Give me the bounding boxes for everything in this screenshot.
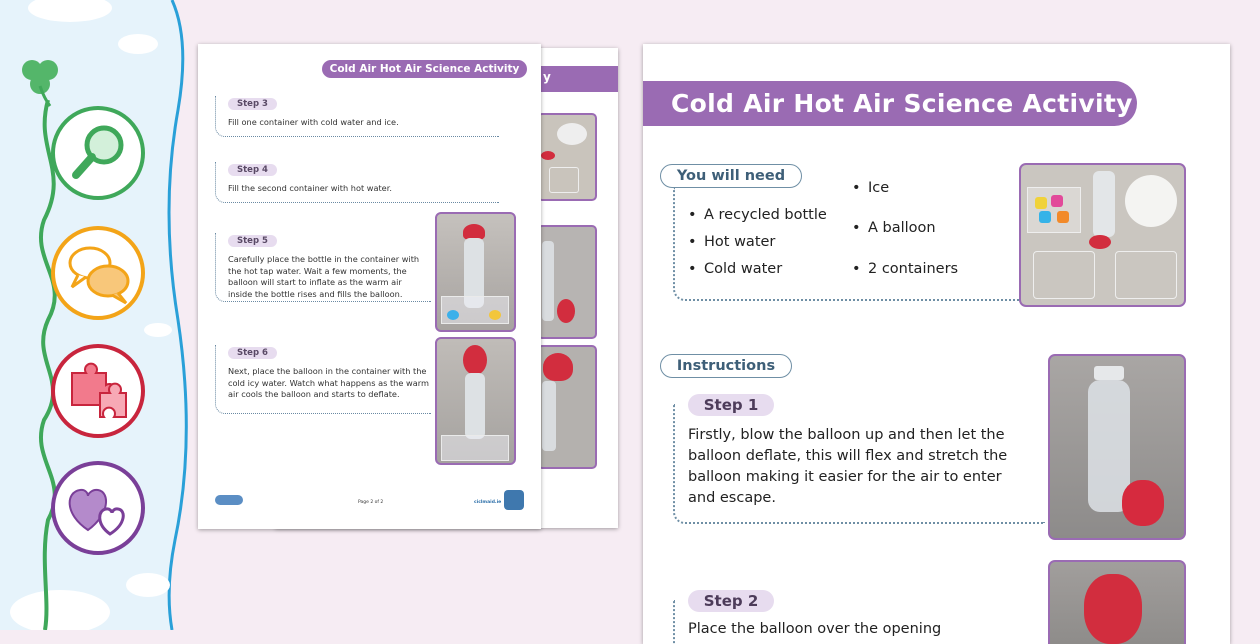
page-title: Cold Air Hot Air Science Activity: [322, 60, 527, 78]
document-page-main: [643, 44, 1230, 644]
magnifier-icon: [50, 105, 146, 201]
brand-logo: [215, 495, 243, 505]
step-text: Next, place the balloon in the container with the cold icy water. Watch what happens as the warm air cools the balloon and starts to deflate.: [228, 366, 429, 399]
section-heading-instructions: Instructions: [660, 354, 792, 378]
decorative-sidebar: [0, 0, 200, 630]
page-title-pill: y: [525, 66, 618, 92]
document-page-front: [198, 44, 541, 529]
list-item: • A recycled bottle: [688, 207, 827, 223]
hearts-icon: [50, 460, 146, 556]
puzzle-icon: [50, 343, 146, 439]
step-text: Fill the second container with hot water.: [228, 183, 392, 193]
list-item: • Hot water: [688, 234, 776, 250]
speech-bubbles-icon: [50, 225, 146, 321]
photo-thumbnail: [537, 225, 597, 339]
photo-bottle-hot-water: [435, 212, 516, 332]
step-1-text: Firstly, blow the balloon up and then let the balloon deflate, this will flex and stretch the balloon making it easier for the air to enter and escape.: [688, 427, 1008, 506]
site-link[interactable]: ciclmaid.ie: [474, 500, 502, 505]
footer-disclaimer: [214, 472, 524, 476]
list-item: • Cold water: [688, 261, 783, 277]
list-item: • A balloon: [852, 220, 936, 236]
step-4: [228, 157, 508, 195]
step-2-text: Place the balloon over the opening: [688, 621, 942, 637]
step-2-label: Step 2: [688, 590, 774, 612]
photo-materials: [1019, 163, 1186, 307]
page-title: Cold Air Hot Air Science Activity: [643, 81, 1137, 126]
list-item: • Ice: [852, 180, 890, 196]
step-label: Step 3: [228, 98, 277, 110]
photo-bottle-balloon: [1048, 354, 1186, 540]
photo-bottle-cold-water: [435, 337, 516, 465]
badge-logo: [504, 490, 524, 510]
page-number: Page 2 of 2: [358, 500, 384, 505]
photo-balloon-on-bottle: [1048, 560, 1186, 644]
step-text: Carefully place the bottle in the container with the hot tap water. Wait a few moments, the balloon will start to inflate as the warm air inside the bottle rises and fills the balloon.: [228, 254, 420, 299]
shamrock-icon: [18, 56, 62, 108]
step-text: Fill one container with cold water and ice.: [228, 117, 399, 127]
step-6: [228, 340, 432, 401]
section-heading-you-will-need: You will need: [660, 164, 802, 188]
list-item: • 2 containers: [852, 261, 959, 277]
step-1-label: Step 1: [688, 394, 774, 416]
photo-thumbnail: [537, 113, 597, 201]
step-5: [228, 228, 426, 300]
photo-thumbnail: [537, 345, 597, 469]
step-label: Step 6: [228, 347, 277, 359]
step-3: [228, 91, 508, 129]
step-label: Step 5: [228, 235, 277, 247]
step-label: Step 4: [228, 164, 277, 176]
